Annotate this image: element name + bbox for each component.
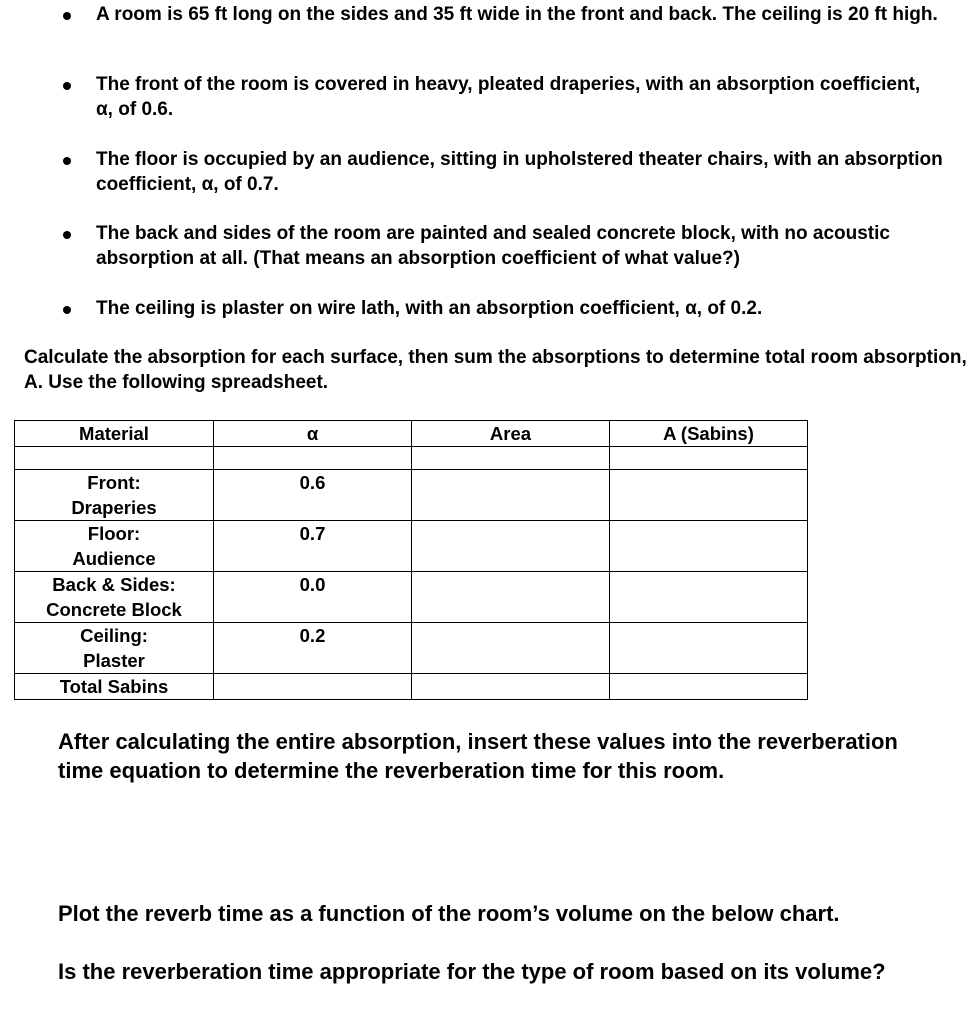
alpha-cell: 0.2: [214, 623, 412, 674]
sabins-cell[interactable]: [610, 623, 808, 674]
area-cell[interactable]: [412, 521, 610, 572]
header-area: Area: [412, 421, 610, 447]
area-cell[interactable]: [412, 572, 610, 623]
total-sabins-cell[interactable]: [610, 674, 808, 700]
total-area-cell[interactable]: [412, 674, 610, 700]
bullet-dot: [63, 231, 71, 239]
total-label: Total Sabins: [15, 674, 214, 700]
absorption-spreadsheet: [14, 420, 808, 700]
table-row: [15, 470, 808, 521]
table-cell[interactable]: [610, 447, 808, 470]
sabins-cell[interactable]: [610, 470, 808, 521]
table-cell[interactable]: [214, 447, 412, 470]
material-type: Concrete Block: [46, 599, 182, 620]
bullet-text: The floor is occupied by an audience, sitting in upholstered theater chairs, with an absorption coefficient, α, of 0.7.: [96, 149, 943, 195]
bullet-dot: [63, 157, 71, 165]
bullet-text: The ceiling is plaster on wire lath, with an absorption coefficient, α, of 0.2.: [96, 298, 763, 319]
bullet-text: The back and sides of the room are painted and sealed concrete block, with no acoustic absorption at all. (That means an absorption coefficient of what value?): [96, 223, 890, 269]
bullet-dot: [63, 12, 71, 20]
sabins-cell[interactable]: [610, 521, 808, 572]
table-row: [15, 521, 808, 572]
material-type: Draperies: [71, 497, 157, 518]
header-material: Material: [15, 421, 214, 447]
table-cell[interactable]: [15, 447, 214, 470]
table-header-row: [15, 421, 808, 447]
material-cell: [15, 623, 214, 674]
area-cell[interactable]: [412, 470, 610, 521]
material-type: Plaster: [83, 650, 145, 671]
question-paragraph: Is the reverberation time appropriate for the type of room based on its volume?: [58, 959, 886, 984]
header-sabins: A (Sabins): [610, 421, 808, 447]
bullet-dot: [63, 82, 71, 90]
table-cell[interactable]: [412, 447, 610, 470]
material-name: Ceiling:: [80, 625, 148, 646]
alpha-cell: 0.6: [214, 470, 412, 521]
material-cell: [15, 521, 214, 572]
material-name: Front:: [87, 472, 141, 493]
table-row: [15, 572, 808, 623]
alpha-cell: 0.0: [214, 572, 412, 623]
material-cell: [15, 470, 214, 521]
material-name: Floor:: [87, 523, 141, 544]
table-blank-row: [15, 447, 808, 470]
bullet-text: The front of the room is covered in heavy, pleated draperies, with an absorption coefficient, α, of 0.6.: [96, 74, 921, 120]
alpha-cell: 0.7: [214, 521, 412, 572]
material-cell: [15, 572, 214, 623]
material-name: Back & Sides:: [52, 574, 176, 595]
instructions-paragraph: Calculate the absorption for each surface, then sum the absorptions to determine total room absorption, A. Use the following spreadsheet.: [24, 347, 967, 393]
area-cell[interactable]: [412, 623, 610, 674]
material-type: Audience: [72, 548, 156, 569]
bullet-text: A room is 65 ft long on the sides and 35 ft wide in the front and back. The ceiling is 20 ft high.: [96, 4, 938, 25]
plot-instruction-paragraph: Plot the reverb time as a function of the room’s volume on the below chart.: [58, 901, 840, 926]
header-alpha: α: [214, 421, 412, 447]
table-total-row: [15, 674, 808, 700]
total-alpha-cell[interactable]: [214, 674, 412, 700]
sabins-cell[interactable]: [610, 572, 808, 623]
bullet-dot: [63, 306, 71, 314]
after-calculation-paragraph: After calculating the entire absorption, insert these values into the reverberation time equation to determine the reverberation time for this room.: [58, 729, 898, 783]
table-row: [15, 623, 808, 674]
